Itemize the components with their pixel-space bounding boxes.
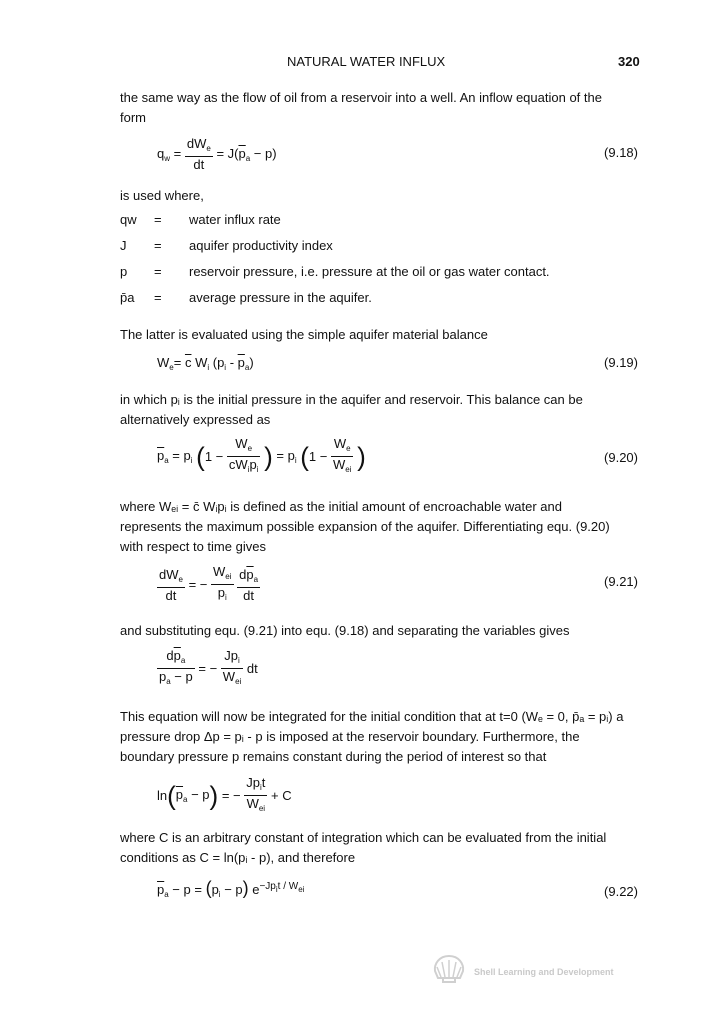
definition-symbol: qw xyxy=(120,212,137,227)
definition-symbol: J xyxy=(120,238,127,253)
definition-symbol: p̄a xyxy=(120,290,135,305)
paragraph-8: where C is an arbitrary constant of integration which can be evaluated from the initial conditions as C = ln(pᵢ - p), and therefore xyxy=(120,830,607,865)
equation-9-20: $\overline{p}_a = p_i$ (1 − $\frac{W_e}{\overline{c}W_ip_i}$ ) = $p_i$ (1 − $\frac{W_e}{W_{ei}}$ ) xyxy=(157,436,366,474)
definition-equals: = xyxy=(154,264,162,279)
definition-equals: = xyxy=(154,290,162,305)
definition-text: aquifer productivity index xyxy=(189,238,333,253)
paragraph-5: where Wₑᵢ = c̄ Wᵢpᵢ is defined as the initial amount of encroachable water and represents the maximum possible expansion of the aquifer. Differentiating equ. (9.20) with respect to time gives xyxy=(120,499,610,554)
definition-text: water influx rate xyxy=(189,212,281,227)
definition-text: average pressure in the aquifer. xyxy=(189,290,372,305)
equation-number-9-20: (9.20) xyxy=(604,450,638,465)
page-number: 320 xyxy=(618,54,640,69)
equation-9-19: $W_e= \overline{c}$ $W_i$ $(p_i - \overline{p}_a)$ xyxy=(157,355,254,372)
equation-number-9-18: (9.18) xyxy=(604,145,638,160)
equation-separated-variables: $\frac{d\overline{p}_a}{\overline{p}_a - p}$ = − $\frac{Jp_i}{W_{ei}}$ dt xyxy=(159,648,258,686)
paragraph-7: This equation will now be integrated for the initial condition that at t=0 (Wₑ = 0, p̄ₐ = pᵢ) a pressure drop Δp = pᵢ - p is imposed at the reservoir boundary. Furthermore, the boundary pressure p remains constant during the period of interest so that xyxy=(120,709,624,764)
paragraph-1: the same way as the flow of oil from a reservoir into a well. An inflow equation of the form xyxy=(120,90,602,125)
paragraph-6: and substituting equ. (9.21) into equ. (9.18) and separating the variables gives xyxy=(120,623,570,638)
definition-equals: = xyxy=(154,238,162,253)
running-header-title: NATURAL WATER INFLUX xyxy=(287,54,446,69)
equation-9-18: $q_w$ = $\frac{dW_e}{dt}$ = $J(\overline{p}_a - p)$ xyxy=(157,136,277,172)
equation-number-9-19: (9.19) xyxy=(604,355,638,370)
equation-number-9-22: (9.22) xyxy=(604,884,638,899)
paragraph-2: is used where, xyxy=(120,188,204,203)
equation-9-21: $\frac{dW_e}{dt}$ = − $\frac{W_{ei}}{p_i}$ $\frac{d\overline{p}_a}{dt}$ xyxy=(159,564,259,603)
equation-9-22: $\overline{p}_a - p = (p_i - p)$ $e^{-Jp_it / W_{ei}}$ xyxy=(157,878,305,899)
paragraph-4: in which pᵢ is the initial pressure in the aquifer and reservoir. This balance can be alternatively expressed as xyxy=(120,392,583,427)
definition-equals: = xyxy=(154,212,162,227)
definition-symbol: p xyxy=(120,264,128,279)
shell-logo-icon xyxy=(432,954,466,987)
paragraph-3: The latter is evaluated using the simple aquifer material balance xyxy=(120,327,488,342)
equation-number-9-21: (9.21) xyxy=(604,574,638,589)
equation-integrated: $\ln(\overline{p}_a - p)$ = − $\frac{Jp_it}{W_{ei}}$ + C xyxy=(157,775,292,813)
definition-text: reservoir pressure, i.e. pressure at the oil or gas water contact. xyxy=(189,264,550,279)
footer-brand: Shell Learning and Development xyxy=(474,967,614,977)
